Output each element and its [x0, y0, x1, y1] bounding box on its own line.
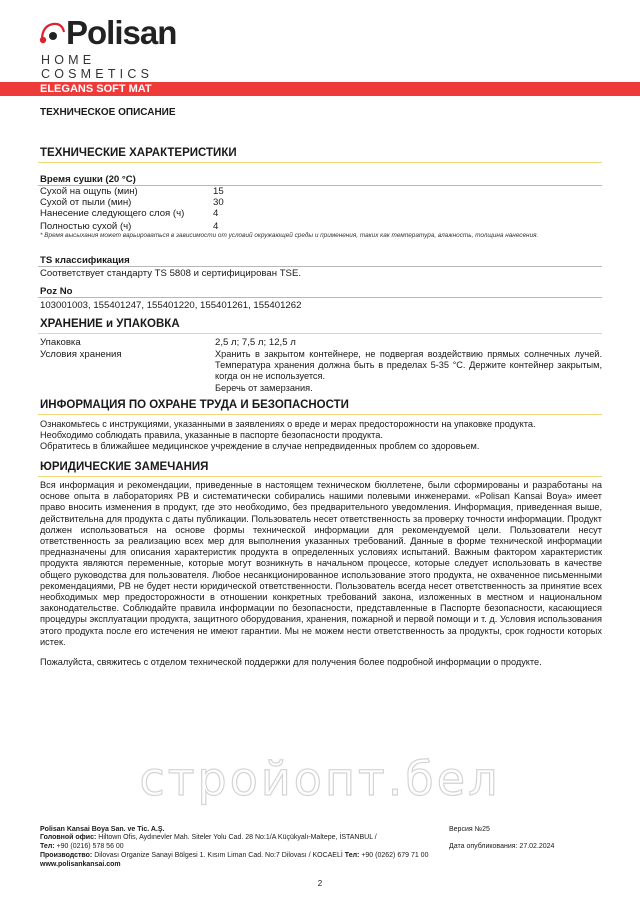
section-heading-storage: ХРАНЕНИЕ и УПАКОВКА — [40, 318, 180, 330]
contact-text: Пожалуйста, свяжитесь с отделом технической поддержки для получения более подробной информации о продукте. — [40, 657, 542, 667]
storage-conditions-text: Хранить в закрытом контейнере, не подвергая воздействию прямых солнечных лучей. Температура хранения должна быть в пределах 5-35 °C. Держите контейнер закрытым, когда он не используется. — [215, 349, 602, 382]
drying-row-value: 4 — [213, 208, 219, 219]
drying-row-label: Полностью сухой (ч) — [40, 221, 132, 232]
divider — [38, 476, 602, 477]
storage-conditions-value — [215, 349, 602, 394]
footer-office-label: Головной офис: — [40, 834, 97, 841]
product-title: ELEGANS SOFT MAT — [40, 83, 152, 95]
poz-no-text: 103001003, 155401247, 155401220, 155401261, 155401262 — [40, 300, 302, 311]
packaging-label: Упаковка — [40, 337, 81, 348]
footer-tel-number: +90 (0216) 578 56 00 — [54, 843, 124, 850]
footer-company: Polisan Kansai Boya San. ve Tic. A.Ş. — [40, 826, 165, 833]
footer-production-label: Производство: — [40, 852, 93, 859]
divider — [38, 297, 602, 298]
drying-row-value: 30 — [213, 197, 224, 208]
footer-version: Версия №25 — [449, 826, 490, 833]
drying-row-label: Сухой от пыли (мин) — [40, 197, 132, 208]
brand-name: Polisan — [66, 14, 177, 51]
footer-office — [40, 834, 377, 842]
storage-freeze-text: Беречь от замерзания. — [215, 382, 313, 393]
drying-row-value: 4 — [213, 221, 219, 232]
ts-classification-title: TS классификация — [40, 255, 130, 266]
footer-production — [40, 852, 428, 860]
divider — [38, 266, 602, 267]
safety-line: Необходимо соблюдать правила, указанные в паспорте безопасности продукта. — [40, 430, 383, 441]
drying-row-value: 15 — [213, 186, 224, 197]
drying-time-title: Время сушки (20 °C) — [40, 174, 136, 185]
footer-tel — [40, 843, 124, 851]
drying-footnote: * Время высыхания может варьироваться в зависимости от условий окружающей среды и применения, таких как температура, влажность, толщина нанесения. — [40, 232, 539, 239]
footer-production-tel-label: Тел: — [344, 852, 360, 859]
footer-production-tel: +90 (0262) 679 71 00 — [359, 852, 429, 859]
legal-text: Вся информация и рекомендации, приведенные в настоящем техническом бюллетене, были сформированы и разработаны на основе опыта в лабораториях PB и систематически собирались нашими полевыми инженерами. «Polisan Kansai Boya» имеет право вносить изменения в продукт, где это необходимо, без предварительного уведомления. Информация, приведенная выше, действительна для продукта с даты публикации. Пользователь несет ответственность за проверку точности информации. Продукт должен использоваться на основе формы технической информации для рекомендуемой цели. Пользователи несут ответственность за реализацию всех мер для выполнения указанных требований. Данные в форме технической информации предназначены для описания характеристик продукта в определенных условиях испытаний. Важным фактором характеристик продукта являются переменные, которые могут возникнуть в начальном процессе, которые следует использовать в качестве общего руководства для пользователя. Любое несанкционированное использование этого продукта, не охваченное письменными рекомендациями, PB не будет нести юридической ответственности. Пользователь всегда несет ответственность за принятие всех необходимых мер предосторожности в отношении конкретных требований закона, изложенных в местном и национальном законодательстве. Соблюдайте правила информации по безопасности, представленные в Паспорте безопасности, касающиеся процедуры эксплуатации продукта, защитного оборудования, хранения, пожарной и первой помощи и т. д. Условия использования этого продукта после его истечения не имеют гарантии. Мы не можем нести ответственность за продукты, срок годности которых истек. — [40, 480, 602, 647]
footer-production-address: Dilovası Organize Sanayi Bölgesi 1. Kısım Liman Cad. No:7 Dilovası / KOCAELİ — [92, 852, 345, 859]
footer-tel-label: Тел: — [40, 843, 55, 850]
poz-no-title: Poz No — [40, 286, 73, 297]
storage-conditions-label: Условия хранения — [40, 349, 122, 360]
divider — [38, 162, 602, 163]
divider — [38, 414, 602, 415]
section-heading-tech: ТЕХНИЧЕСКИЕ ХАРАКТЕРИСТИКИ — [40, 147, 237, 159]
safety-line: Ознакомьтесь с инструкциями, указанными в заявлениях о вреде и мерах предосторожности на упаковке продукта. — [40, 419, 536, 429]
page-number: 2 — [317, 879, 323, 888]
brand-logo — [38, 14, 208, 81]
footer-publication-date: Дата опубликования: 27.02.2024 — [449, 843, 555, 850]
drying-row-label: Нанесение следующего слоя (ч) — [40, 208, 185, 219]
brand-tagline: HOME COSMETICS — [41, 53, 154, 81]
drying-row-label: Сухой на ощупь (мин) — [40, 186, 138, 197]
divider — [38, 333, 602, 334]
safety-text — [40, 419, 602, 453]
packaging-value: 2,5 л; 7,5 л; 12,5 л — [215, 337, 296, 348]
section-heading-legal: ЮРИДИЧЕСКИЕ ЗАМЕЧАНИЯ — [40, 461, 209, 473]
footer-office-address: Hiltown Ofis, Aydınevler Mah. Siteler Yolu Cad. 28 No:1/A Küçükyalı-Maltepe, İSTANBUL / — [96, 834, 377, 841]
footer-website[interactable]: www.polisankansai.com — [40, 861, 121, 868]
ts-classification-text: Соответствует стандарту TS 5808 и сертифицирован TSE. — [40, 268, 302, 279]
document-subtitle: ТЕХНИЧЕСКОЕ ОПИСАНИЕ — [40, 107, 176, 118]
section-heading-safety: ИНФОРМАЦИЯ ПО ОХРАНЕ ТРУДА И БЕЗОПАСНОСТИ — [40, 399, 349, 411]
logo-mark-icon — [38, 20, 68, 46]
safety-line: Обратитесь в ближайшее медицинское учреждение в случае непредвиденных проблем со здоровьем. — [40, 441, 480, 452]
watermark: стройопт.бел — [139, 752, 501, 806]
